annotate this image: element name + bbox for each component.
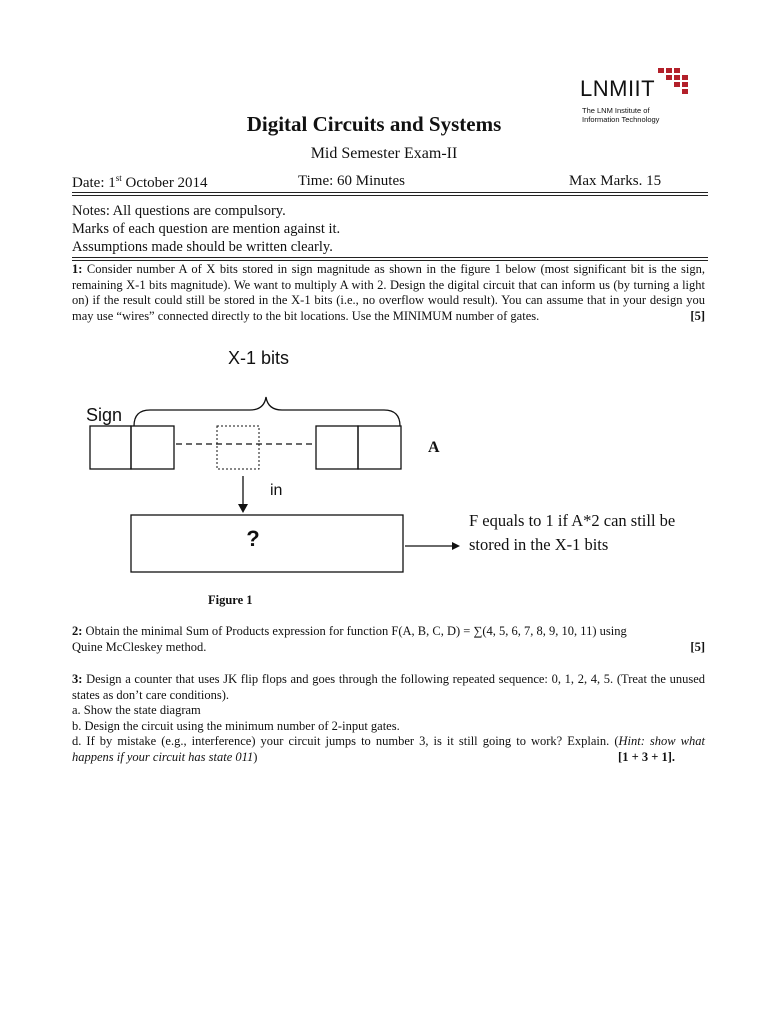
sign-label: Sign bbox=[86, 405, 123, 425]
exam-date: Date: 1st October 2014 bbox=[72, 173, 208, 191]
q2-marks: [5] bbox=[690, 639, 705, 654]
logo-squares-icon bbox=[658, 68, 692, 98]
bit-cell bbox=[131, 426, 174, 469]
bits-brace bbox=[134, 397, 400, 426]
q3-part-a: a. Show the state diagram bbox=[72, 703, 201, 717]
note-line: Marks of each question are mention against it. bbox=[72, 221, 341, 237]
circuit-box bbox=[131, 515, 403, 572]
a-label: A bbox=[428, 439, 440, 456]
bit-cell bbox=[358, 426, 401, 469]
input-arrowhead bbox=[238, 504, 248, 513]
output-arrowhead bbox=[452, 542, 460, 550]
logo-wordmark: LNMIIT bbox=[580, 76, 656, 101]
max-marks: Max Marks. 15 bbox=[569, 173, 662, 189]
header-divider-double bbox=[72, 195, 708, 196]
unknown-circuit-symbol: ? bbox=[246, 526, 260, 551]
output-description-line1: F equals to 1 if A*2 can still be bbox=[469, 511, 676, 530]
q1-marks: [5] bbox=[690, 308, 705, 323]
question-3: 3: Design a counter that uses JK flip flops and goes through the following repeated sequence: 0, 1, 2, 4, 5. (Treat the unused states as don’t care conditions). a. Show the state diagram b. Design the circuit using the minimum number of 2-input gates. d. If by mistake (e.g., interference) your circuit jumps to number 3, is it still going to work? Explain. (Hint: show what happens if your circuit has state 011) [1 + 3 + 1]. bbox=[72, 672, 705, 764]
dotted-bit-cell bbox=[217, 426, 259, 469]
figure-1-diagram bbox=[0, 340, 768, 620]
bit-cell bbox=[316, 426, 358, 469]
note-line: Assumptions made should be written clearly. bbox=[72, 239, 333, 255]
question-2: 2: Obtain the minimal Sum of Products expression for function F(A, B, C, D) = ∑(4, 5, 6, 7, 8, 9, 10, 11) using Quine McCleskey method. [5] bbox=[72, 624, 705, 654]
q3-marks: [1 + 3 + 1]. bbox=[618, 749, 675, 764]
notes-divider-double bbox=[72, 260, 708, 261]
notes-block bbox=[72, 202, 340, 256]
figure-caption: Figure 1 bbox=[208, 593, 253, 607]
q3-part-d: d. If by mistake (e.g., interference) your circuit jumps to number 3, is it still going to work? Explain. (Hint: show what happens if your circuit has state 011) [1 + 3 + 1]. bbox=[72, 734, 705, 764]
bits-label: X-1 bits bbox=[228, 348, 290, 368]
logo-subtitle: The LNM Institute of Information Technology bbox=[582, 106, 660, 124]
output-description-line2: stored in the X-1 bits bbox=[469, 535, 609, 554]
sign-bit-cell bbox=[90, 426, 131, 469]
note-line: Notes: All questions are compulsory. bbox=[72, 203, 286, 219]
header-divider bbox=[72, 192, 708, 193]
in-label: in bbox=[270, 482, 283, 499]
course-title: Digital Circuits and Systems bbox=[246, 112, 502, 136]
question-1: 1: Consider number A of X bits stored in sign magnitude as shown in the figure 1 below (most significant bit is the sign, remaining X-1 bits magnitude). We want to multiply A with 2. Design the digital circuit that can inform us (by turning a light on) if the result could still be stored in the X-1 bits (i.e., no overflow would result). You can assume that in your design you may use “wires” connected directly to the bit locations. Use the MINIMUM number of gates. [5] bbox=[72, 262, 705, 323]
exam-duration: Time: 60 Minutes bbox=[298, 173, 405, 189]
exam-name: Mid Semester Exam-II bbox=[310, 145, 458, 162]
notes-divider bbox=[72, 257, 708, 258]
q3-part-b: b. Design the circuit using the minimum number of 2-input gates. bbox=[72, 718, 400, 733]
